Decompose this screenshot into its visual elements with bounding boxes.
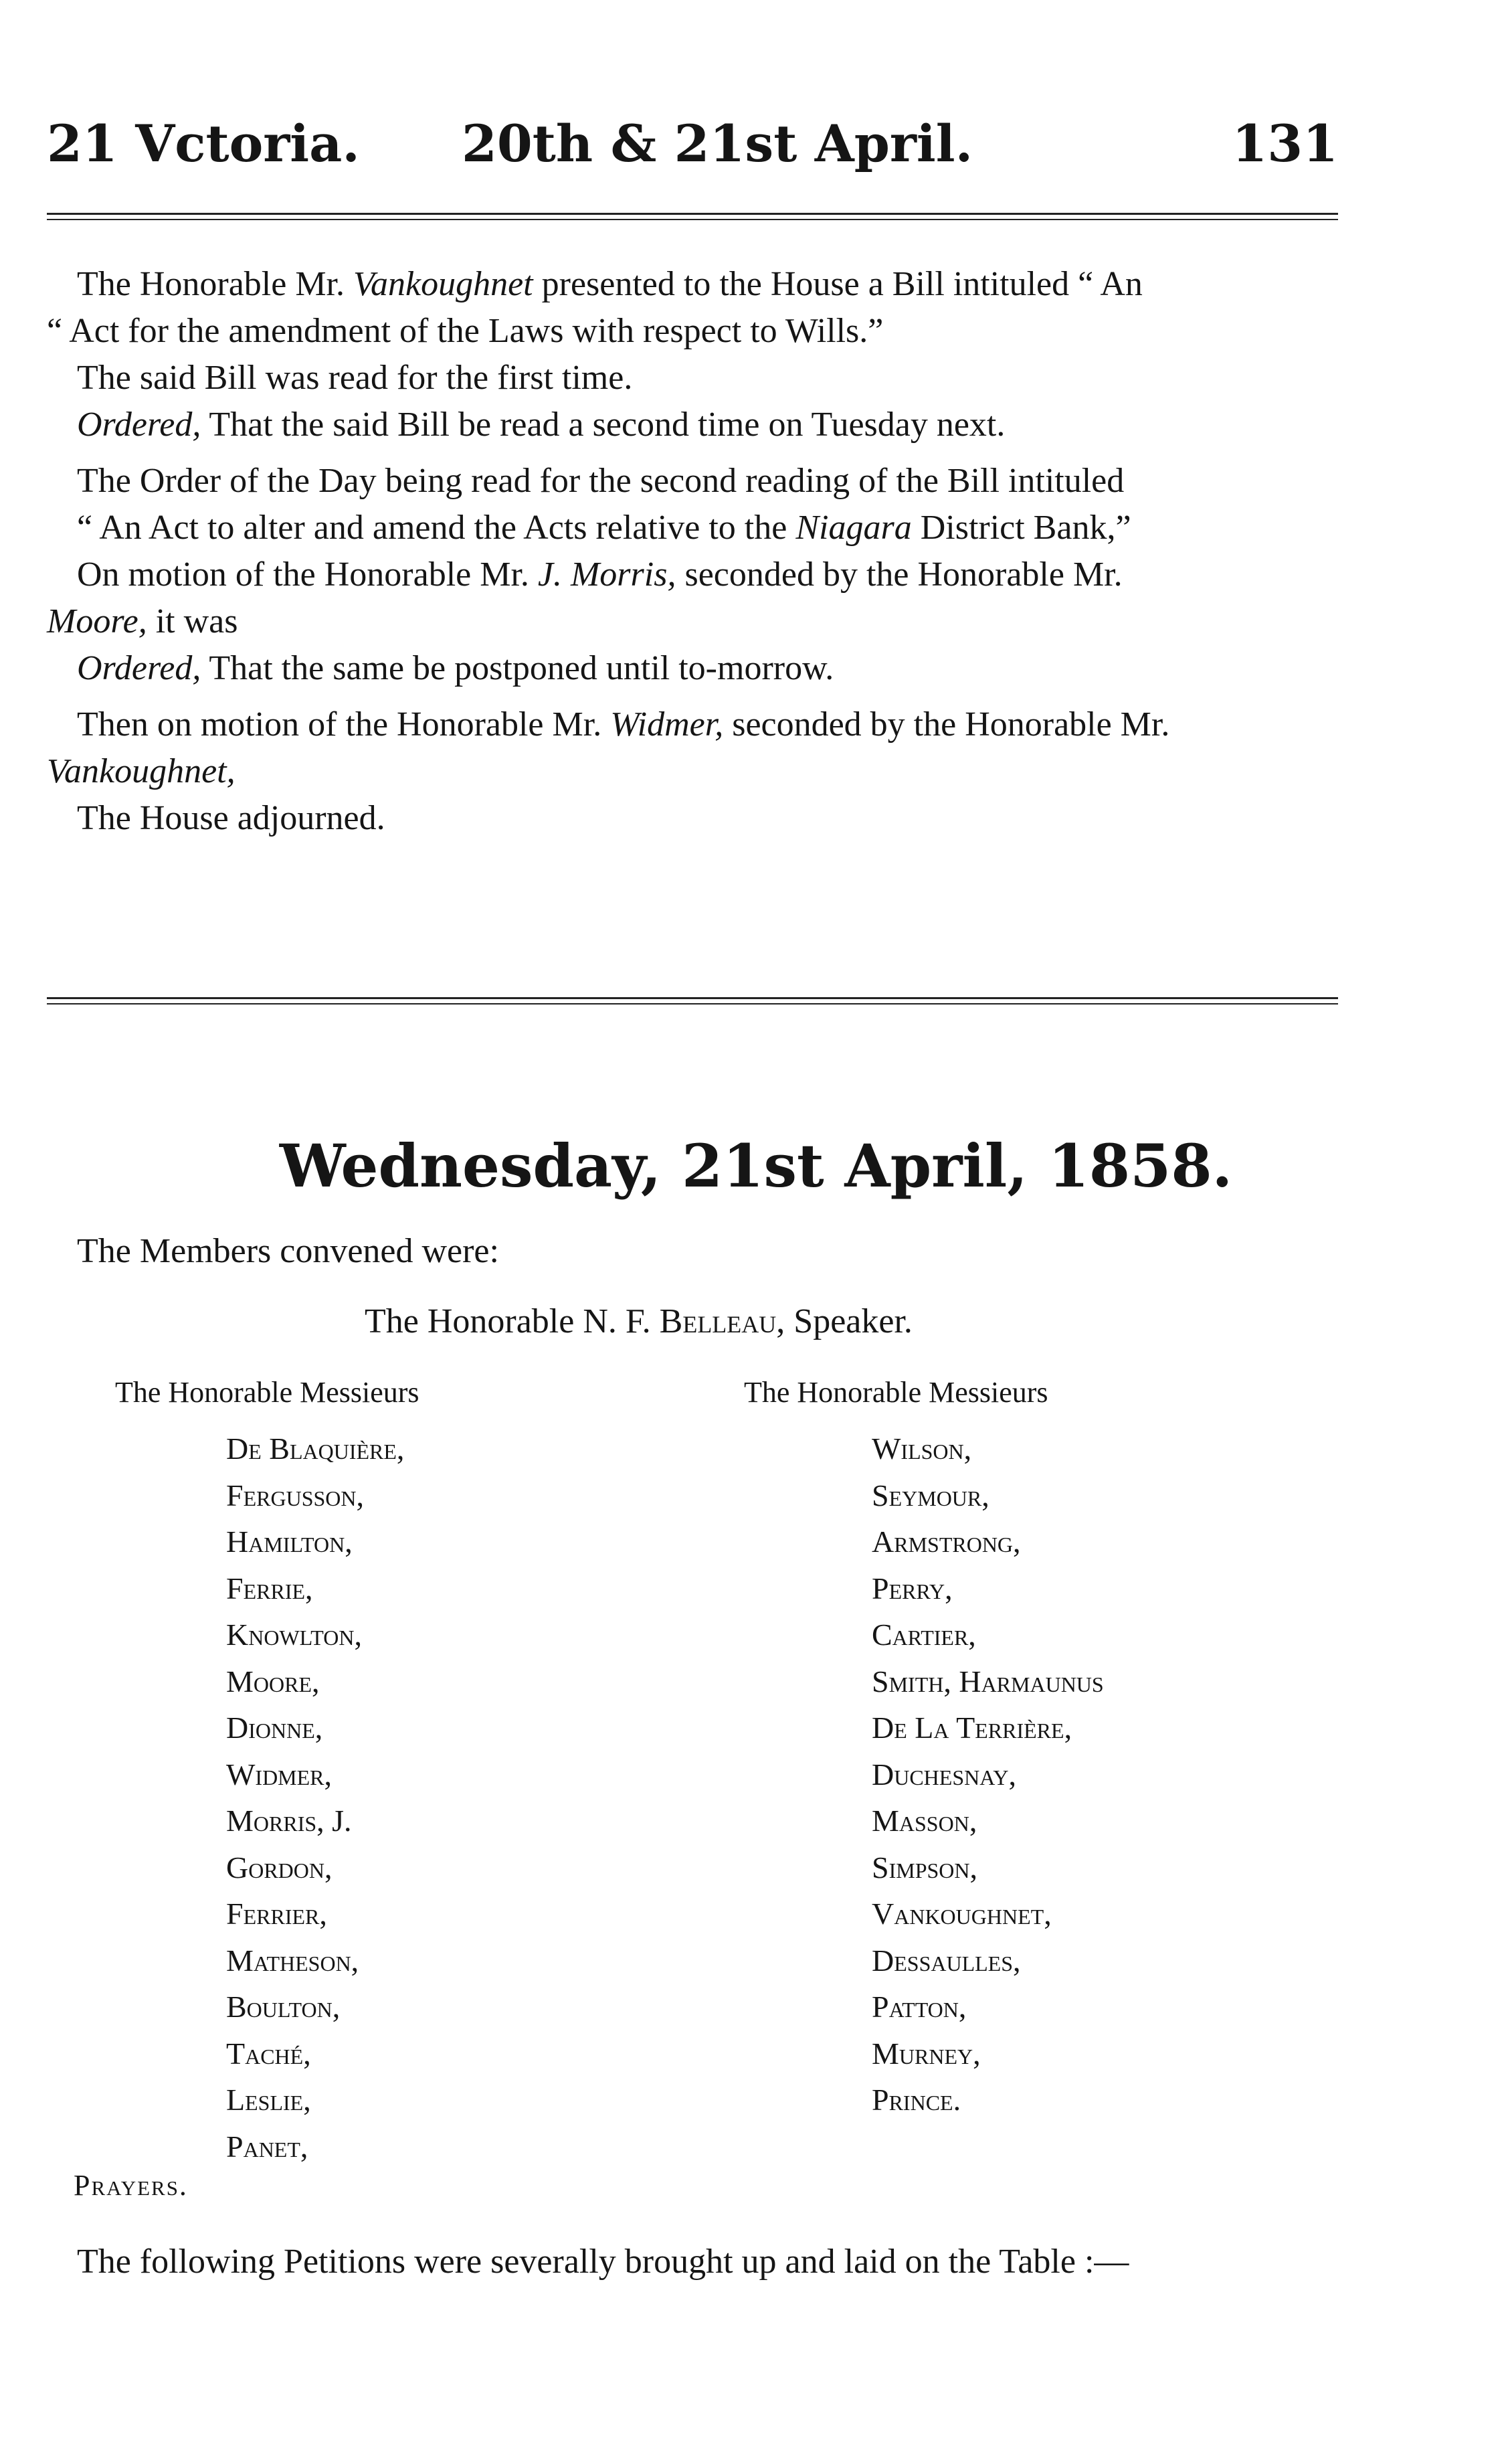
member-name: Knowlton, xyxy=(226,1618,362,1652)
right-column-heading: The Honorable Messieurs xyxy=(744,1376,1048,1409)
members-label: The Members convened were: xyxy=(77,1232,499,1270)
member-name: Moore, xyxy=(226,1664,320,1698)
member-name: Simpson, xyxy=(872,1850,978,1885)
header-left: 21 Vctoria. xyxy=(47,114,360,173)
text-line: Vankoughnet, xyxy=(47,752,235,790)
speaker-suffix: , Speaker. xyxy=(776,1302,913,1340)
text-line: The Honorable Mr. Vankoughnet presented to the House a Bill intituled “ An xyxy=(77,265,1143,303)
speaker-name: Belleau xyxy=(659,1302,777,1340)
text-line: The said Bill was read for the first time. xyxy=(77,359,633,397)
header-rule xyxy=(47,213,1338,220)
right-member-list xyxy=(872,1425,1104,2123)
member-name: Vankoughnet, xyxy=(872,1897,1052,1931)
speaker-line xyxy=(365,1302,913,1341)
member-name: Cartier, xyxy=(872,1618,976,1652)
page-header xyxy=(47,114,1338,187)
member-name: Hamilton, xyxy=(226,1524,353,1559)
member-name: Boulton, xyxy=(226,1990,341,2024)
member-name: De La Terrière, xyxy=(872,1711,1072,1745)
text-line: Then on motion of the Honorable Mr. Widmer, seconded by the Honorable Mr. xyxy=(77,705,1170,744)
left-column-heading: The Honorable Messieurs xyxy=(115,1376,419,1409)
member-name: Masson, xyxy=(872,1804,977,1838)
member-name: Smith, Harmaunus xyxy=(872,1664,1104,1698)
speaker-prefix: The Honorable N. F. xyxy=(365,1302,660,1340)
member-name: Morris, J. xyxy=(226,1804,352,1838)
petitions-line: The following Petitions were severally brought up and laid on the Table :— xyxy=(77,2243,1129,2281)
member-name: Taché, xyxy=(226,2036,311,2071)
member-name: Perry, xyxy=(872,1571,953,1605)
member-name: Fergusson, xyxy=(226,1478,365,1512)
member-name: De Blaquière, xyxy=(226,1431,405,1466)
member-name: Gordon, xyxy=(226,1850,333,1885)
text-line: Ordered, That the said Bill be read a second time on Tuesday next. xyxy=(77,406,1006,444)
text-line: “ Act for the amendment of the Laws with respect to Wills.” xyxy=(47,312,884,350)
text-line: The House adjourned. xyxy=(77,799,385,837)
member-name: Widmer, xyxy=(226,1757,333,1792)
member-name: Dessaulles, xyxy=(872,1943,1021,1978)
text-line: Ordered, That the same be postponed until to-morrow. xyxy=(77,649,834,687)
prayers-heading: Prayers. xyxy=(74,2169,188,2202)
member-name: Ferrier, xyxy=(226,1897,327,1931)
text-line: The Order of the Day being read for the second reading of the Bill intituled xyxy=(77,462,1125,500)
proceedings-text xyxy=(47,261,1345,847)
text-line: “ An Act to alter and amend the Acts relative to the Niagara District Bank,” xyxy=(77,509,1131,547)
member-name: Leslie, xyxy=(226,2083,311,2117)
member-name: Patton, xyxy=(872,1990,967,2024)
member-name: Murney, xyxy=(872,2036,981,2071)
member-name: Matheson, xyxy=(226,1943,359,1978)
header-center: 20th & 21st April. xyxy=(462,114,973,173)
member-name: Armstrong, xyxy=(872,1524,1021,1559)
member-name: Panet, xyxy=(226,2129,308,2164)
member-name: Wilson, xyxy=(872,1431,972,1466)
paragraph-2 xyxy=(47,458,1345,692)
text-line: Moore, it was xyxy=(47,602,238,640)
paragraph-3 xyxy=(47,701,1345,842)
page-number: 131 xyxy=(1232,114,1338,173)
member-name: Duchesnay, xyxy=(872,1757,1017,1792)
text-line: On motion of the Honorable Mr. J. Morris, seconded by the Honorable Mr. xyxy=(77,555,1123,594)
member-name: Seymour, xyxy=(872,1478,989,1512)
left-member-list xyxy=(226,1425,404,2170)
paragraph-1 xyxy=(47,261,1345,448)
section-rule xyxy=(47,997,1338,1004)
member-name: Ferrie, xyxy=(226,1571,313,1605)
member-name: Prince. xyxy=(872,2083,961,2117)
member-name: Dionne, xyxy=(226,1711,323,1745)
sitting-date-title: Wednesday, 21st April, 1858. xyxy=(279,1131,1233,1201)
